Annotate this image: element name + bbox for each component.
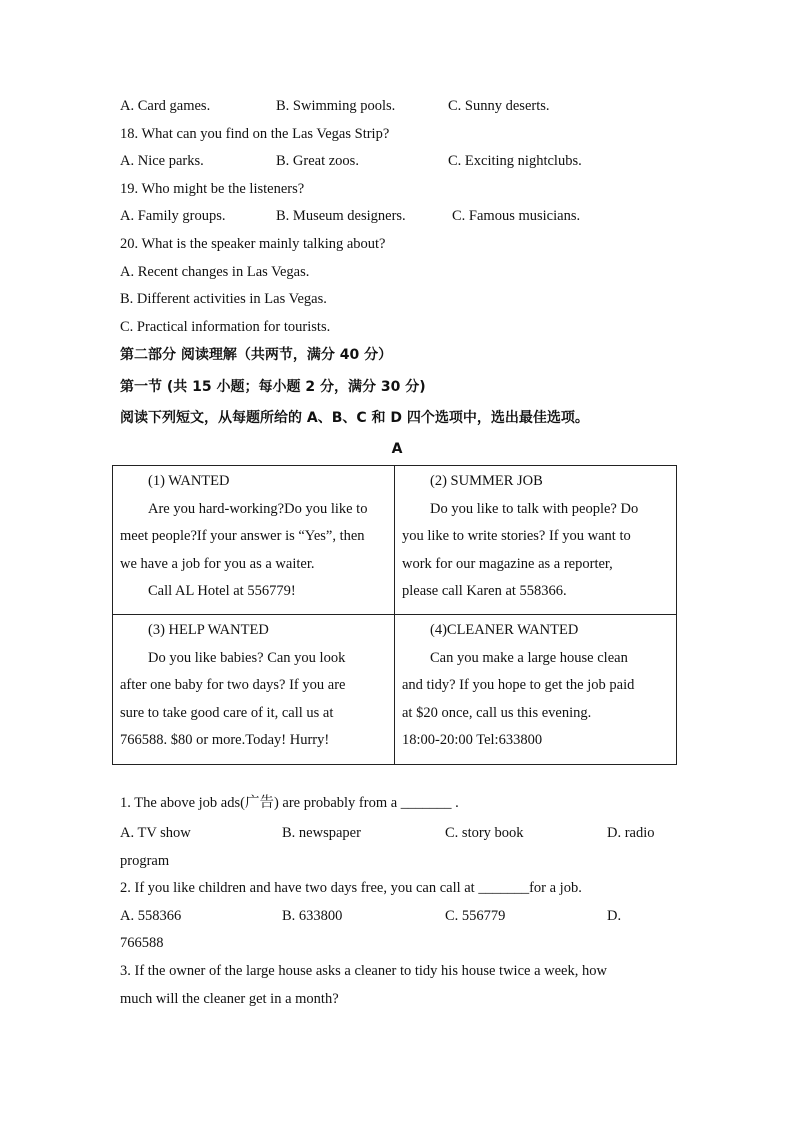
q2-option-d: D. — [607, 908, 622, 924]
ad-line: after one baby for two days? If you are — [120, 677, 346, 694]
q18-stem: 18. What can you find on the Las Vegas Strip? — [120, 126, 390, 142]
ad-line: we have a job for you as a waiter. — [120, 555, 315, 572]
q19-option-a: A. Family groups. — [120, 208, 226, 224]
ad-title: (2) SUMMER JOB — [430, 473, 543, 489]
passage-label: A — [391, 441, 403, 457]
q2-stem: 2. If you like children and have two days free, you can call at _______for a job. — [120, 880, 582, 896]
q2-option-a: A. 558366 — [120, 908, 182, 924]
ad-line: 18:00-20:00 Tel:633800 — [402, 732, 543, 749]
q1-option-c: C. story book — [445, 825, 524, 841]
q3-stem-line1: 3. If the owner of the large house asks a cleaner to tidy his house twice a week, how — [120, 963, 607, 979]
ad-cell-3 — [113, 615, 395, 765]
ad-title: (1) WANTED — [148, 473, 230, 489]
q20-stem: 20. What is the speaker mainly talking about? — [120, 236, 386, 252]
ad-cell-4 — [395, 615, 677, 765]
ad-cell-1 — [113, 466, 395, 615]
q18-option-c: C. Exciting nightclubs. — [448, 153, 582, 169]
ad-line: you like to write stories? If you want to — [402, 528, 631, 545]
reading-instruction: 阅读下列短文，从每题所给的 A、B、C 和 D 四个选项中，选出最佳选项。 — [120, 410, 589, 426]
ad-line: please call Karen at 558366. — [402, 583, 567, 600]
q18-option-b: B. Great zoos. — [276, 153, 359, 169]
q1-stem: 1. The above job ads(广告) are probably from a _______ . — [120, 795, 459, 811]
q20-option-c: C. Practical information for tourists. — [120, 319, 331, 335]
ad-line: Do you like to talk with people? Do — [430, 500, 639, 517]
section1-heading: 第一节 (共 15 小题；每小题 2 分，满分 30 分) — [120, 379, 426, 395]
q17-option-b: B. Swimming pools. — [276, 98, 396, 114]
ad-title: (3) HELP WANTED — [148, 622, 269, 638]
ad-cell-2 — [395, 466, 677, 615]
q1-option-d: D. radio — [607, 825, 655, 841]
ad-line: sure to take good care of it, call us at — [120, 704, 334, 721]
q20-option-b: B. Different activities in Las Vegas. — [120, 291, 327, 307]
ad-line: Can you make a large house clean — [430, 649, 628, 666]
ad-line: at $20 once, call us this evening. — [402, 704, 592, 721]
q1-option-d-wrap: program — [120, 853, 170, 869]
ad-line: Do you like babies? Can you look — [148, 649, 346, 666]
q19-option-b: B. Museum designers. — [276, 208, 406, 224]
q1-option-a: A. TV show — [120, 825, 191, 841]
ad-line: Are you hard-working?Do you like to — [148, 500, 368, 517]
q2-option-b: B. 633800 — [282, 908, 343, 924]
q17-option-c: C. Sunny deserts. — [448, 98, 550, 114]
q2-option-d-wrap: 766588 — [120, 935, 164, 951]
q2-option-c: C. 556779 — [445, 908, 506, 924]
ad-line: Call AL Hotel at 556779! — [148, 583, 296, 600]
job-ads-table — [112, 465, 677, 765]
q18-option-a: A. Nice parks. — [120, 153, 204, 169]
q20-option-a: A. Recent changes in Las Vegas. — [120, 264, 310, 280]
ad-line: 766588. $80 or more.Today! Hurry! — [120, 732, 330, 749]
q1-option-b: B. newspaper — [282, 825, 361, 841]
ad-line: work for our magazine as a reporter, — [402, 555, 613, 572]
ad-line: meet people?If your answer is “Yes”, then — [120, 528, 365, 545]
ad-line: and tidy? If you hope to get the job paid — [402, 677, 635, 694]
q19-stem: 19. Who might be the listeners? — [120, 181, 305, 197]
q19-option-c: C. Famous musicians. — [452, 208, 581, 224]
part2-heading: 第二部分 阅读理解（共两节，满分 40 分） — [120, 347, 393, 363]
q3-stem-line2: much will the cleaner get in a month? — [120, 991, 339, 1007]
q17-option-a: A. Card games. — [120, 98, 211, 114]
ad-title: (4)CLEANER WANTED — [430, 622, 579, 638]
